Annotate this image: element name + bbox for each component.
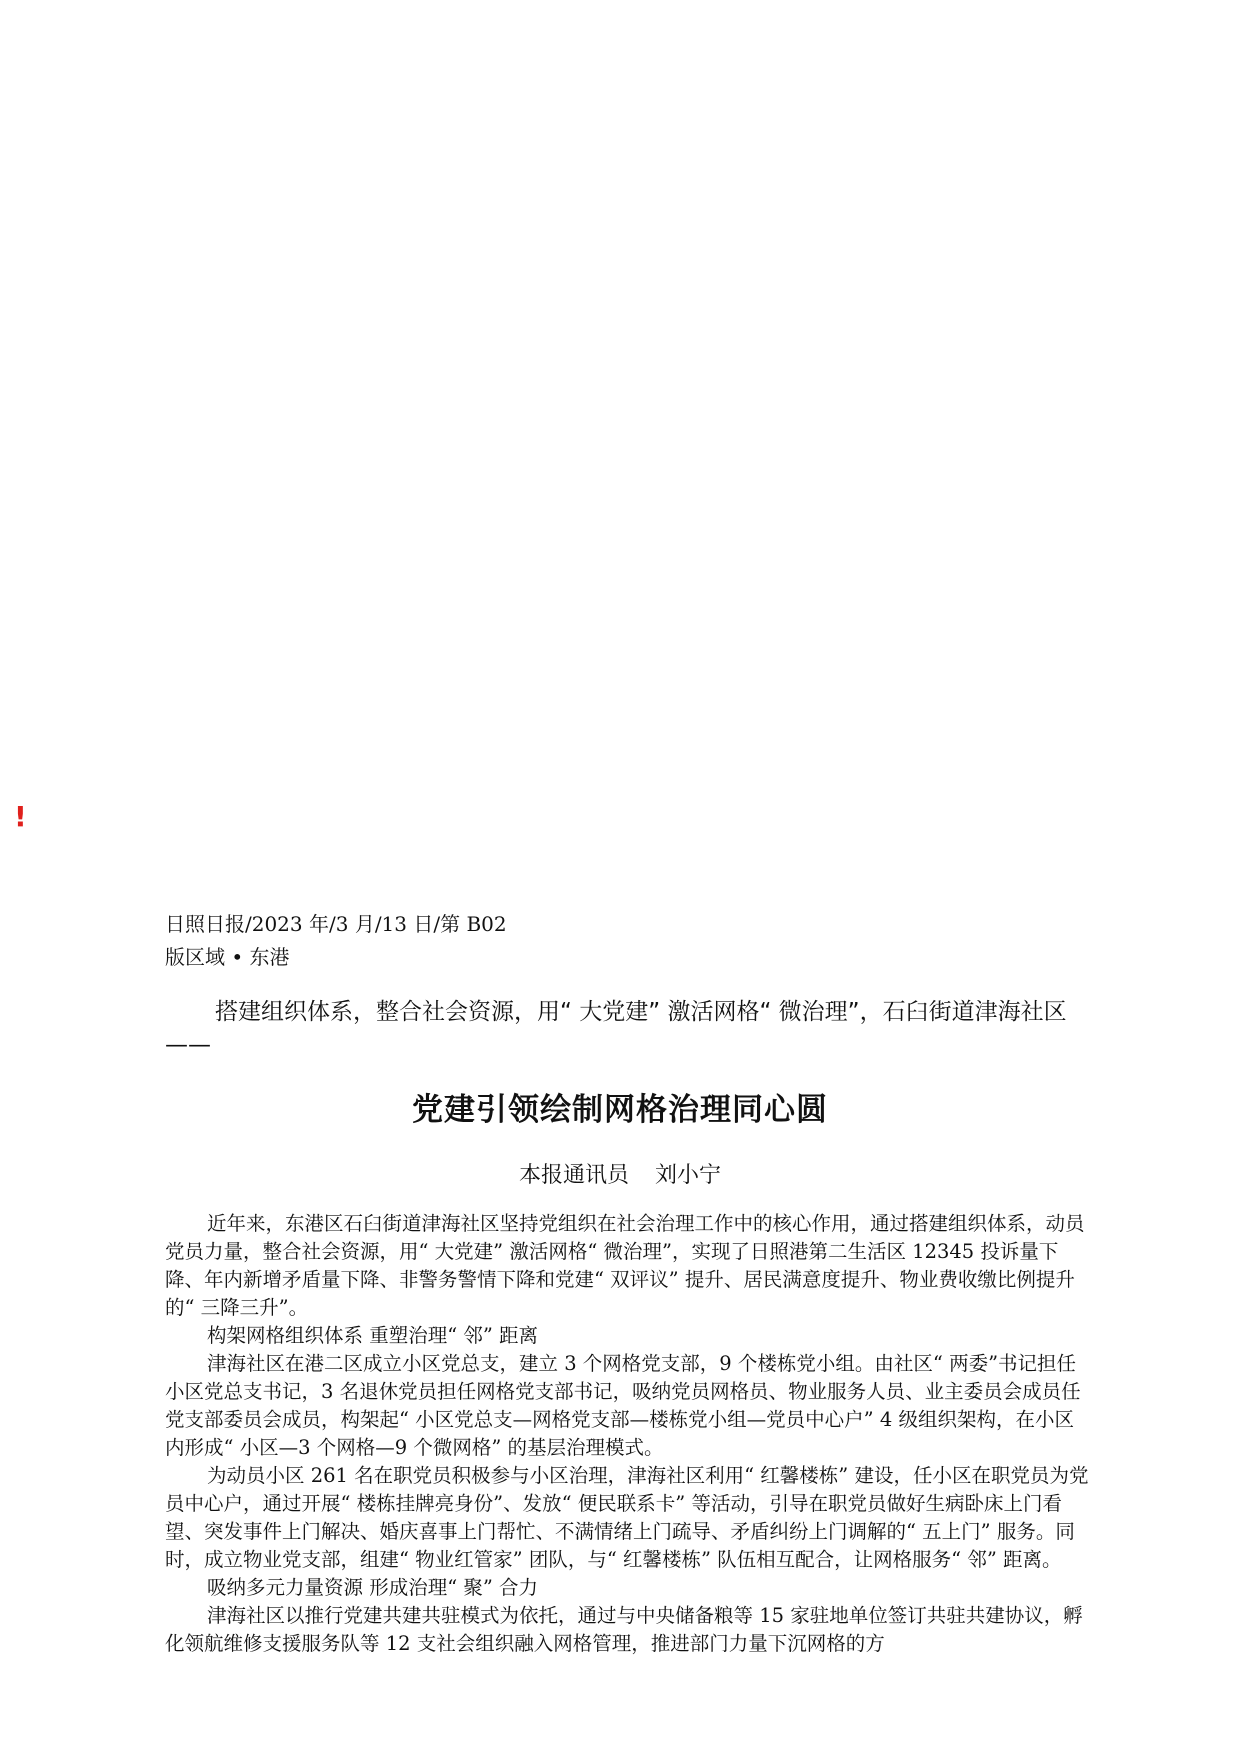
section-heading: 吸纳多元力量资源 形成治理“ 聚” 合力 (207, 1576, 539, 1599)
paragraph: 近年来，东港区石臼街道津海社区坚持党组织在社会治理工作中的核心作用，通过搭建组织体系，动员党员力量，整合社会资源，用“ 大党建” 激活网格“ 微治理”，实现了日照港第二生活区 12345 投诉量下降、年内新增矛盾量下降、非警务警情下降和党建“ 双评议” 提升、居民满意度提升、物业费收缴比例提升的“ 三降三升”。 (165, 1212, 1085, 1319)
byline-author: 刘小宁 (655, 1163, 722, 1188)
paragraph: 津海社区在港二区成立小区党总支，建立 3 个网格党支部，9 个楼栋党小组。由社区“ 两委”书记担任小区党总支书记，3 名退休党员担任网格党支部书记，吸纳党员网格员、物业服务人员、业主委员会成员任党支部委员会成员，构架起“ 小区党总支—网格党支部—楼栋党小组—党员中心户” 4 级组织架构，在小区内形成“ 小区—3 个网格—9 个微网格” 的基层治理模式。 (165, 1352, 1081, 1459)
paragraph: 为动员小区 261 名在职党员积极参与小区治理，津海社区利用“ 红馨楼栋” 建设，任小区在职党员为党员中心户，通过开展“ 楼栋挂牌亮身份”、发放“ 便民联系卡” 等活动，引导在职党员做好生病卧床上门看望、突发事件上门解决、婚庆喜事上门帮忙、不满情绪上门疏导、矛盾纠纷上门调解的“ 五上门” 服务。同时，成立物业党支部，组建“ 物业红管家” 团队，与“ 红馨楼栋” 队伍相互配合，让网格服务“ 邻” 距离。 (165, 1464, 1089, 1571)
paragraph: 津海社区以推行党建共建共驻模式为依托，通过与中央储备粮等 15 家驻地单位签订共驻共建协议，孵化领航维修支援服务队等 12 支社会组织融入网格管理，推进部门力量下沉网格的方 (165, 1604, 1083, 1655)
warning-mark: ! (14, 800, 27, 833)
byline-label: 本报通讯员 (518, 1163, 629, 1188)
byline (0, 1158, 1240, 1189)
section-heading: 构架网格组织体系 重塑治理“ 邻” 距离 (207, 1324, 539, 1347)
article-title: 党建引领绘制网格治理同心圆 (412, 1092, 828, 1128)
source-line: 日照日报/2023 年/3 月/13 日/第 B02 (165, 912, 507, 936)
section-line: 版区域 • 东港 (165, 945, 290, 969)
article-body (165, 1210, 1090, 1658)
publication-meta (165, 908, 585, 974)
article-kicker: 搭建组织体系，整合社会资源，用“ 大党建” 激活网格“ 微治理”，石臼街道津海社区—— (165, 999, 1067, 1058)
